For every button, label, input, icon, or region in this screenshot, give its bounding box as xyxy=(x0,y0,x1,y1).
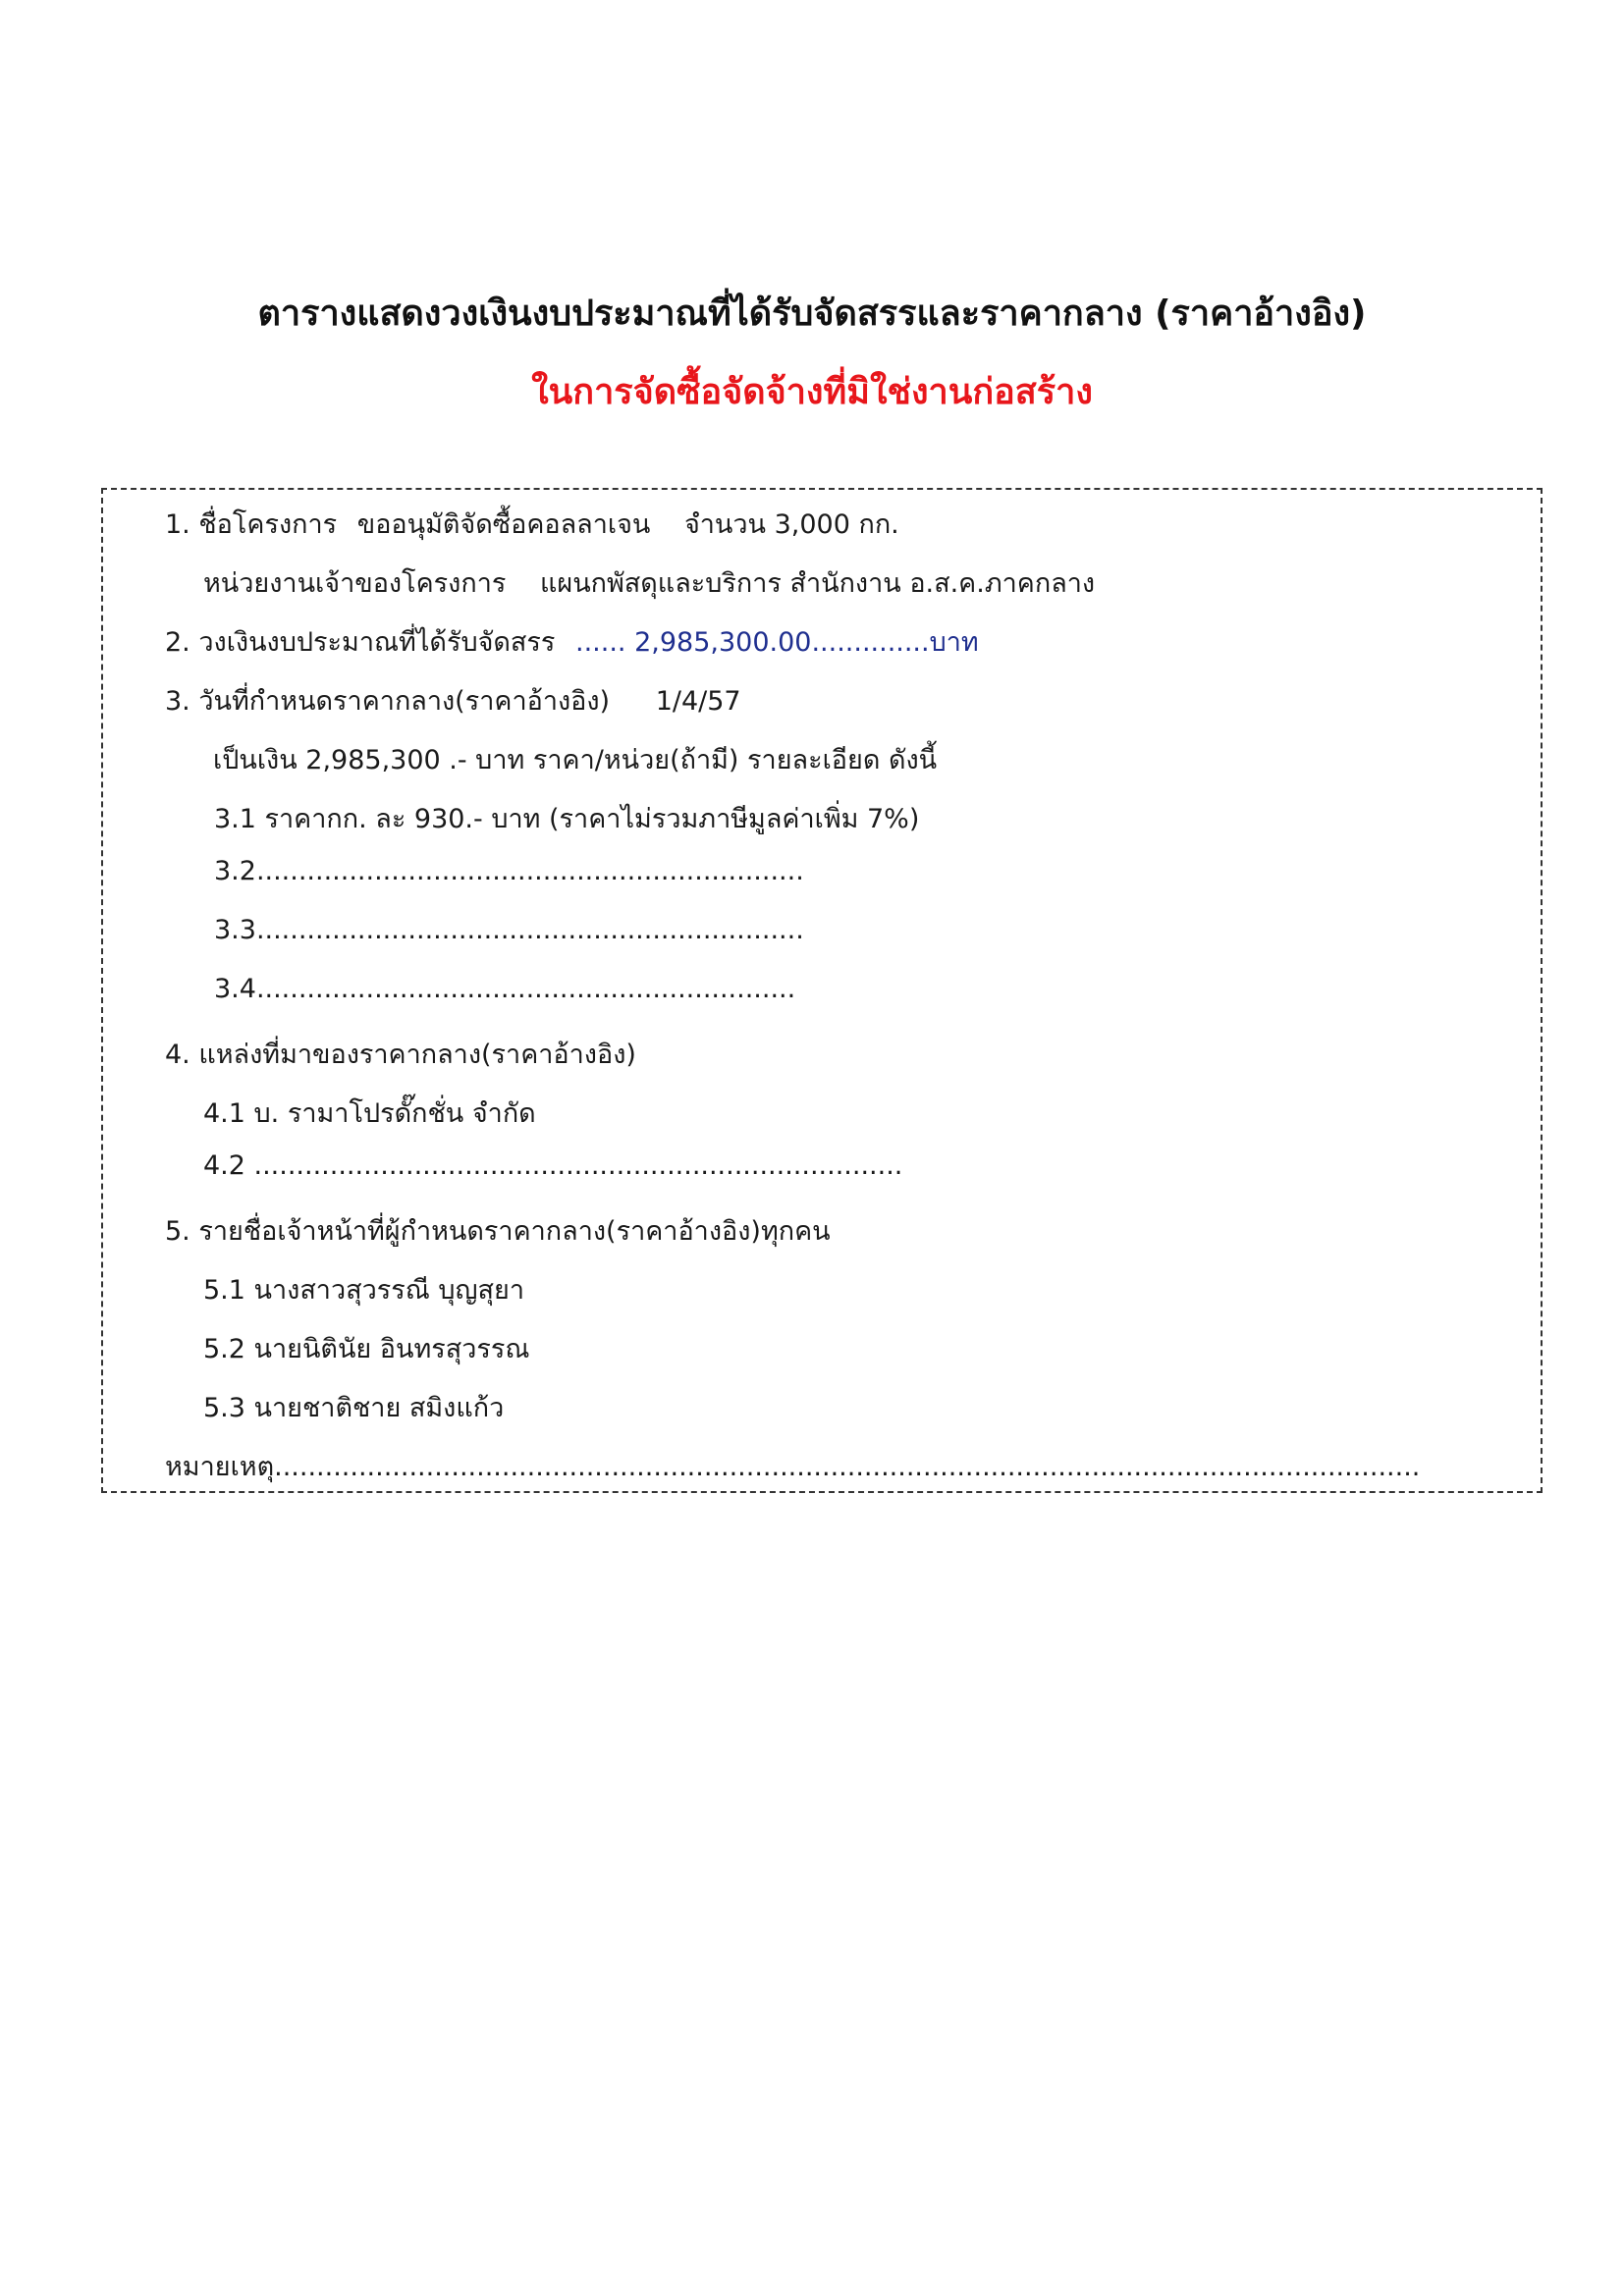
budget-row xyxy=(165,620,979,663)
budget-label: 2. วงเงินงบประมาณที่ได้รับจัดสรร xyxy=(165,627,556,658)
reference-date-row xyxy=(165,679,741,721)
officer-3: 5.3 นายชาติชาย สมิงแก้ว xyxy=(203,1393,505,1423)
document-title: ตารางแสดงวงเงินงบประมาณที่ได้รับจัดสรรและราคากลาง (ราคาอ้างอิง) xyxy=(257,294,1367,334)
officer-2: 5.2 นายนิตินัย อินทรสุวรรณ xyxy=(203,1334,530,1364)
price-source-heading: 4. แหล่งที่มาของราคากลาง(ราคาอ้างอิง) xyxy=(165,1040,636,1070)
reference-total: เป็นเงิน 2,985,300 .- บาท ราคา/หน่วย(ถ้ามี) รายละเอียด ดังนี้ xyxy=(213,745,938,775)
remark: หมายเหตุ........................................................................................................................................ xyxy=(165,1452,1421,1482)
officers-heading: 5. รายชื่อเจ้าหน้าที่ผู้กำหนดราคากลาง(ราคาอ้างอิง)ทุกคน xyxy=(165,1216,831,1247)
budget-amount: ...... 2,985,300.00..............บาท xyxy=(575,627,979,658)
document-subtitle: ในการจัดซื้อจัดจ้างที่มิใช่งานก่อสร้าง xyxy=(531,372,1093,412)
project-owner-value: แผนกพัสดุและบริการ สำนักงาน อ.ส.ค.ภาคกลาง xyxy=(539,568,1096,599)
price-detail-1: 3.1 ราคากก. ละ 930.- บาท (ราคาไม่รวมภาษีมูลค่าเพิ่ม 7%) xyxy=(214,804,920,834)
price-detail-3: 3.3................................................................. xyxy=(214,915,804,945)
reference-date-label: 3. วันที่กำหนดราคากลาง(ราคาอ้างอิง) xyxy=(165,686,611,717)
price-source-2: 4.2 ............................................................................. xyxy=(203,1150,903,1181)
project-name-label: 1. ชื่อโครงการ xyxy=(165,509,338,540)
officer-1: 5.1 นางสาวสุวรรณี บุญสุยา xyxy=(203,1275,525,1306)
project-quantity: จำนวน 3,000 กก. xyxy=(683,509,899,540)
project-owner-label: หน่วยงานเจ้าของโครงการ xyxy=(203,568,507,599)
project-name-value: ขออนุมัติจัดซื้อคอลลาเจน xyxy=(356,509,651,540)
project-owner-row xyxy=(203,561,1095,604)
price-detail-2: 3.2................................................................. xyxy=(214,856,804,886)
project-name-row xyxy=(165,503,899,545)
price-source-1: 4.1 บ. รามาโปรดั๊กชั่น จำกัด xyxy=(203,1098,536,1129)
price-detail-4: 3.4................................................................ xyxy=(214,974,796,1004)
reference-date-value: 1/4/57 xyxy=(655,686,741,717)
